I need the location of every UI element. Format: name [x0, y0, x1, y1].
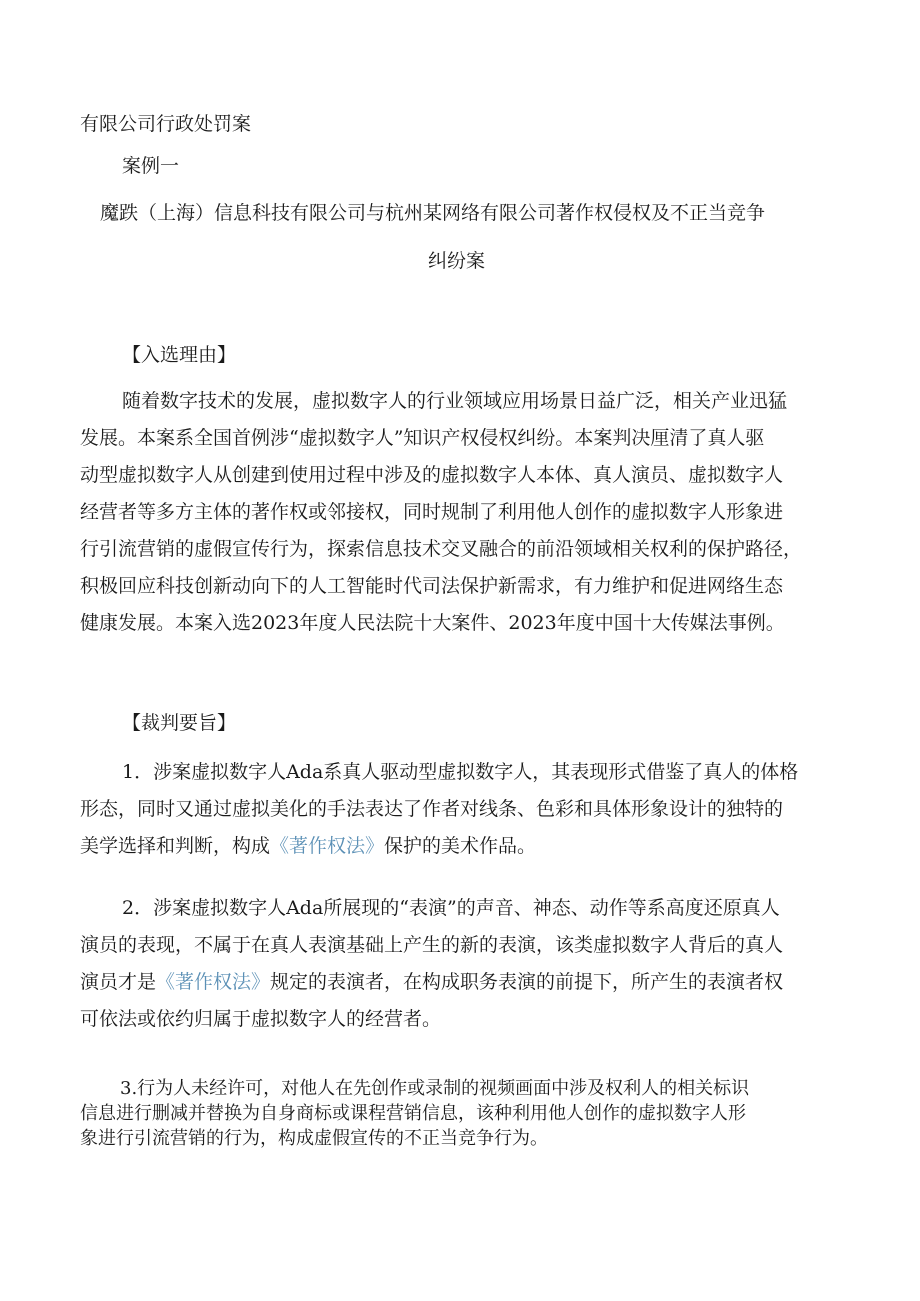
- reason-line: 健康发展。本案入选2023年度人民法院十大案件、2023年度中国十大传媒法事例。: [80, 612, 785, 634]
- point1-line-2: 形态，同时又通过虚拟美化的手法表达了作者对线条、色彩和具体形象设计的独特的: [80, 798, 784, 820]
- point1-line-3-post: 保护的美术作品。: [384, 835, 537, 857]
- ruling-heading: 【裁判要旨】: [122, 712, 237, 734]
- point2-line-4: 可依法或依约归属于虚拟数字人的经营者。: [80, 1008, 442, 1030]
- reason-line: 行引流营销的虚假宣传行为，探索信息技术交叉融合的前沿领域相关权利的保护路径，: [80, 538, 803, 560]
- point2-line-3: [80, 964, 830, 1001]
- reason-heading: 【入选理由】: [122, 344, 237, 366]
- case-title-line-2: 纠纷案: [428, 250, 486, 272]
- reason-line: 经营者等多方主体的著作权或邻接权，同时规制了利用他人创作的虚拟数字人形象进: [80, 501, 784, 523]
- reason-line: 发展。本案系全国首例涉“虚拟数字人”知识产权侵权纠纷。本案判决厘清了真人驱: [80, 427, 765, 449]
- point2-line-3-pre: 演员才是: [80, 971, 157, 993]
- case-title-line-1: 魔跌（上海）信息科技有限公司与杭州某网络有限公司著作权侵权及不正当竞争: [100, 202, 766, 224]
- reason-line: 随着数字技术的发展，虚拟数字人的行业领域应用场景日益广泛，相关产业迅猛: [122, 390, 788, 412]
- ruling-point-3: [80, 1076, 840, 1151]
- point2-line-1: 2．涉案虚拟数字人Ada所展现的“表演”的声音、神态、动作等系高度还原真人: [122, 897, 780, 919]
- ruling-point-2: [80, 890, 830, 1038]
- reason-paragraph: [80, 383, 830, 642]
- copyright-law-link[interactable]: 《著作权法》: [270, 835, 385, 857]
- case-label: 案例一: [122, 155, 180, 177]
- reason-line: 动型虚拟数字人从创建到使用过程中涉及的虚拟数字人本体、真人演员、虚拟数字人: [80, 464, 784, 486]
- point3-line-2: 信息进行删减并替换为自身商标或课程营销信息，该种利用他人创作的虚拟数字人形: [80, 1103, 746, 1124]
- ruling-point-1: [80, 754, 830, 865]
- top-line: 有限公司行政处罚案: [80, 113, 252, 135]
- point1-line-3-pre: 美学选择和判断，构成: [80, 835, 271, 857]
- point1-line-3: [80, 828, 830, 865]
- point3-line-3: 象进行引流营销的行为，构成虚假宣传的不正当竞争行为。: [80, 1128, 548, 1149]
- point3-line-1: 3.行为人未经许可，对他人在先创作或录制的视频画面中涉及权利人的相关标识: [120, 1078, 750, 1099]
- copyright-law-link[interactable]: 《著作权法》: [156, 971, 271, 993]
- point2-line-2: 演员的表现，不属于在真人表演基础上产生的新的表演，该类虚拟数字人背后的真人: [80, 934, 784, 956]
- point1-line-1: 1．涉案虚拟数字人Ada系真人驱动型虚拟数字人，其表现形式借鉴了真人的体格: [122, 761, 799, 783]
- point2-line-3-post: 规定的表演者，在构成职务表演的前提下，所产生的表演者权: [270, 971, 784, 993]
- reason-line: 积极回应科技创新动向下的人工智能时代司法保护新需求，有力维护和促进网络生态: [80, 575, 784, 597]
